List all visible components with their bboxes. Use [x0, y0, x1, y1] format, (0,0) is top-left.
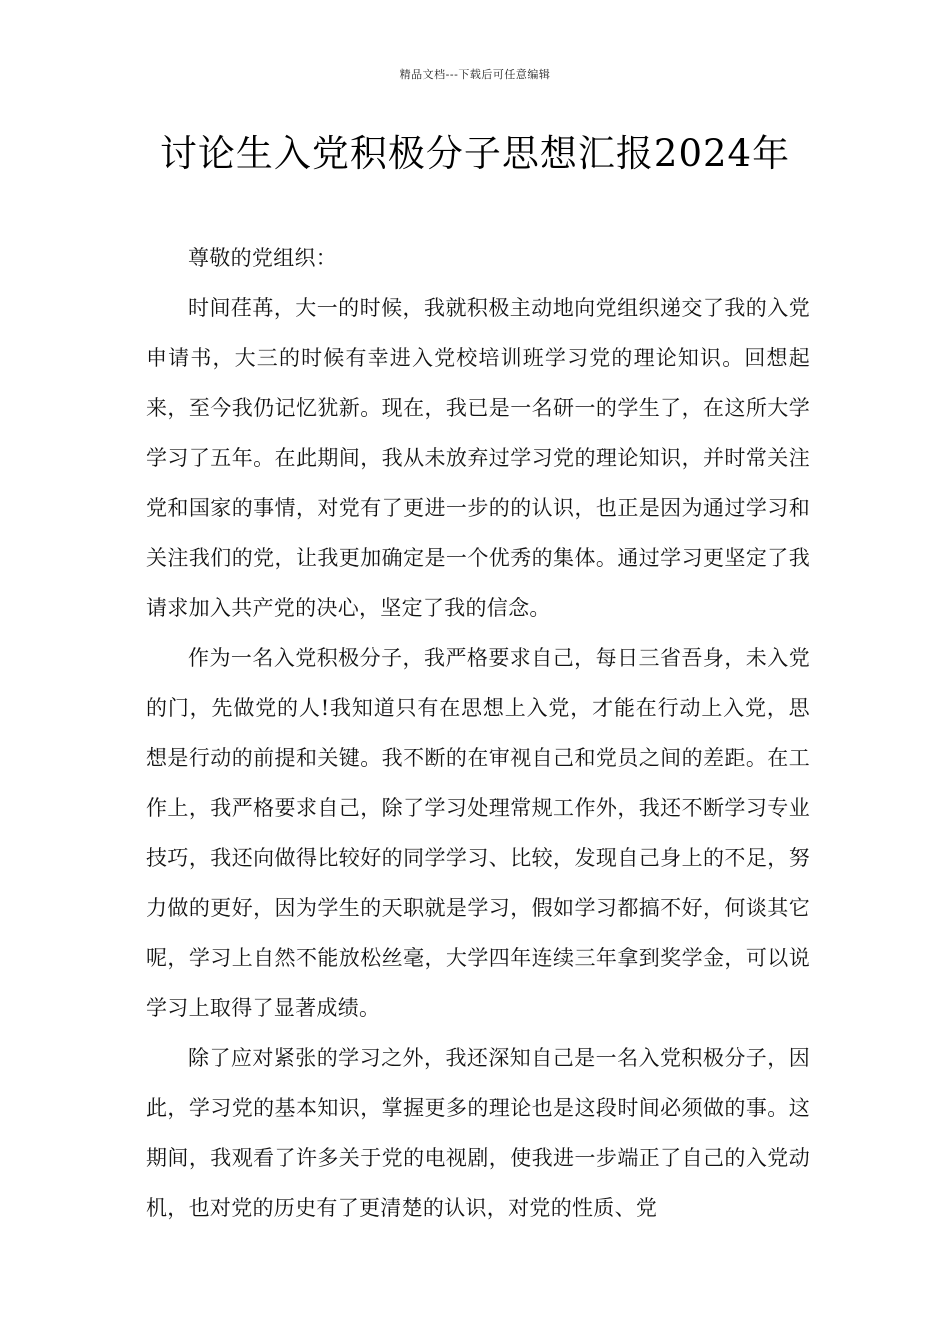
salutation: 尊敬的党组织：: [188, 246, 338, 270]
document-title: 讨论生入党积极分子思想汇报2024年: [159, 132, 791, 175]
paragraph: 作为一名入党积极分子，我严格要求自己，每日三省吾身，未入党的门，先做党的人!我知道只有在思想上入党，才能在行动上入党，思想是行动的前提和关键。我不断的在审视自己和党员之间的差距。在工作上，我严格要求自己，除了学习处理常规工作外，我还不断学习专业技巧，我还向做得比较好的同学学习、比较，发现自己身上的不足，努力做的更好，因为学生的天职就是学习，假如学习都搞不好，何谈其它呢，学习上自然不能放松丝毫，大学四年连续三年拿到奖学金，可以说学习上取得了显著成绩。: [146, 646, 810, 1020]
paragraph: 除了应对紧张的学习之外，我还深知自己是一名入党积极分子，因此，学习党的基本知识，掌握更多的理论也是这段时间必须做的事。这期间，我观看了许多关于党的电视剧，使我进一步端正了自己的入党动机，也对党的历史有了更清楚的认识，对党的性质、党: [146, 1046, 810, 1220]
header-note: 精品文档---下载后可任意编辑: [399, 68, 551, 81]
paragraph: 时间荏苒，大一的时候，我就积极主动地向党组织递交了我的入党申请书，大三的时候有幸进入党校培训班学习党的理论知识。回想起来，至今我仍记忆犹新。现在，我已是一名研一的学生了，在这所大学学习了五年。在此期间，我从未放弃过学习党的理论知识，并时常关注党和国家的事情，对党有了更进一步的的认识，也正是因为通过学习和关注我们的党，让我更加确定是一个优秀的集体。通过学习更坚定了我请求加入共产党的决心，坚定了我的信念。: [146, 296, 810, 620]
document-body: [146, 233, 810, 1233]
